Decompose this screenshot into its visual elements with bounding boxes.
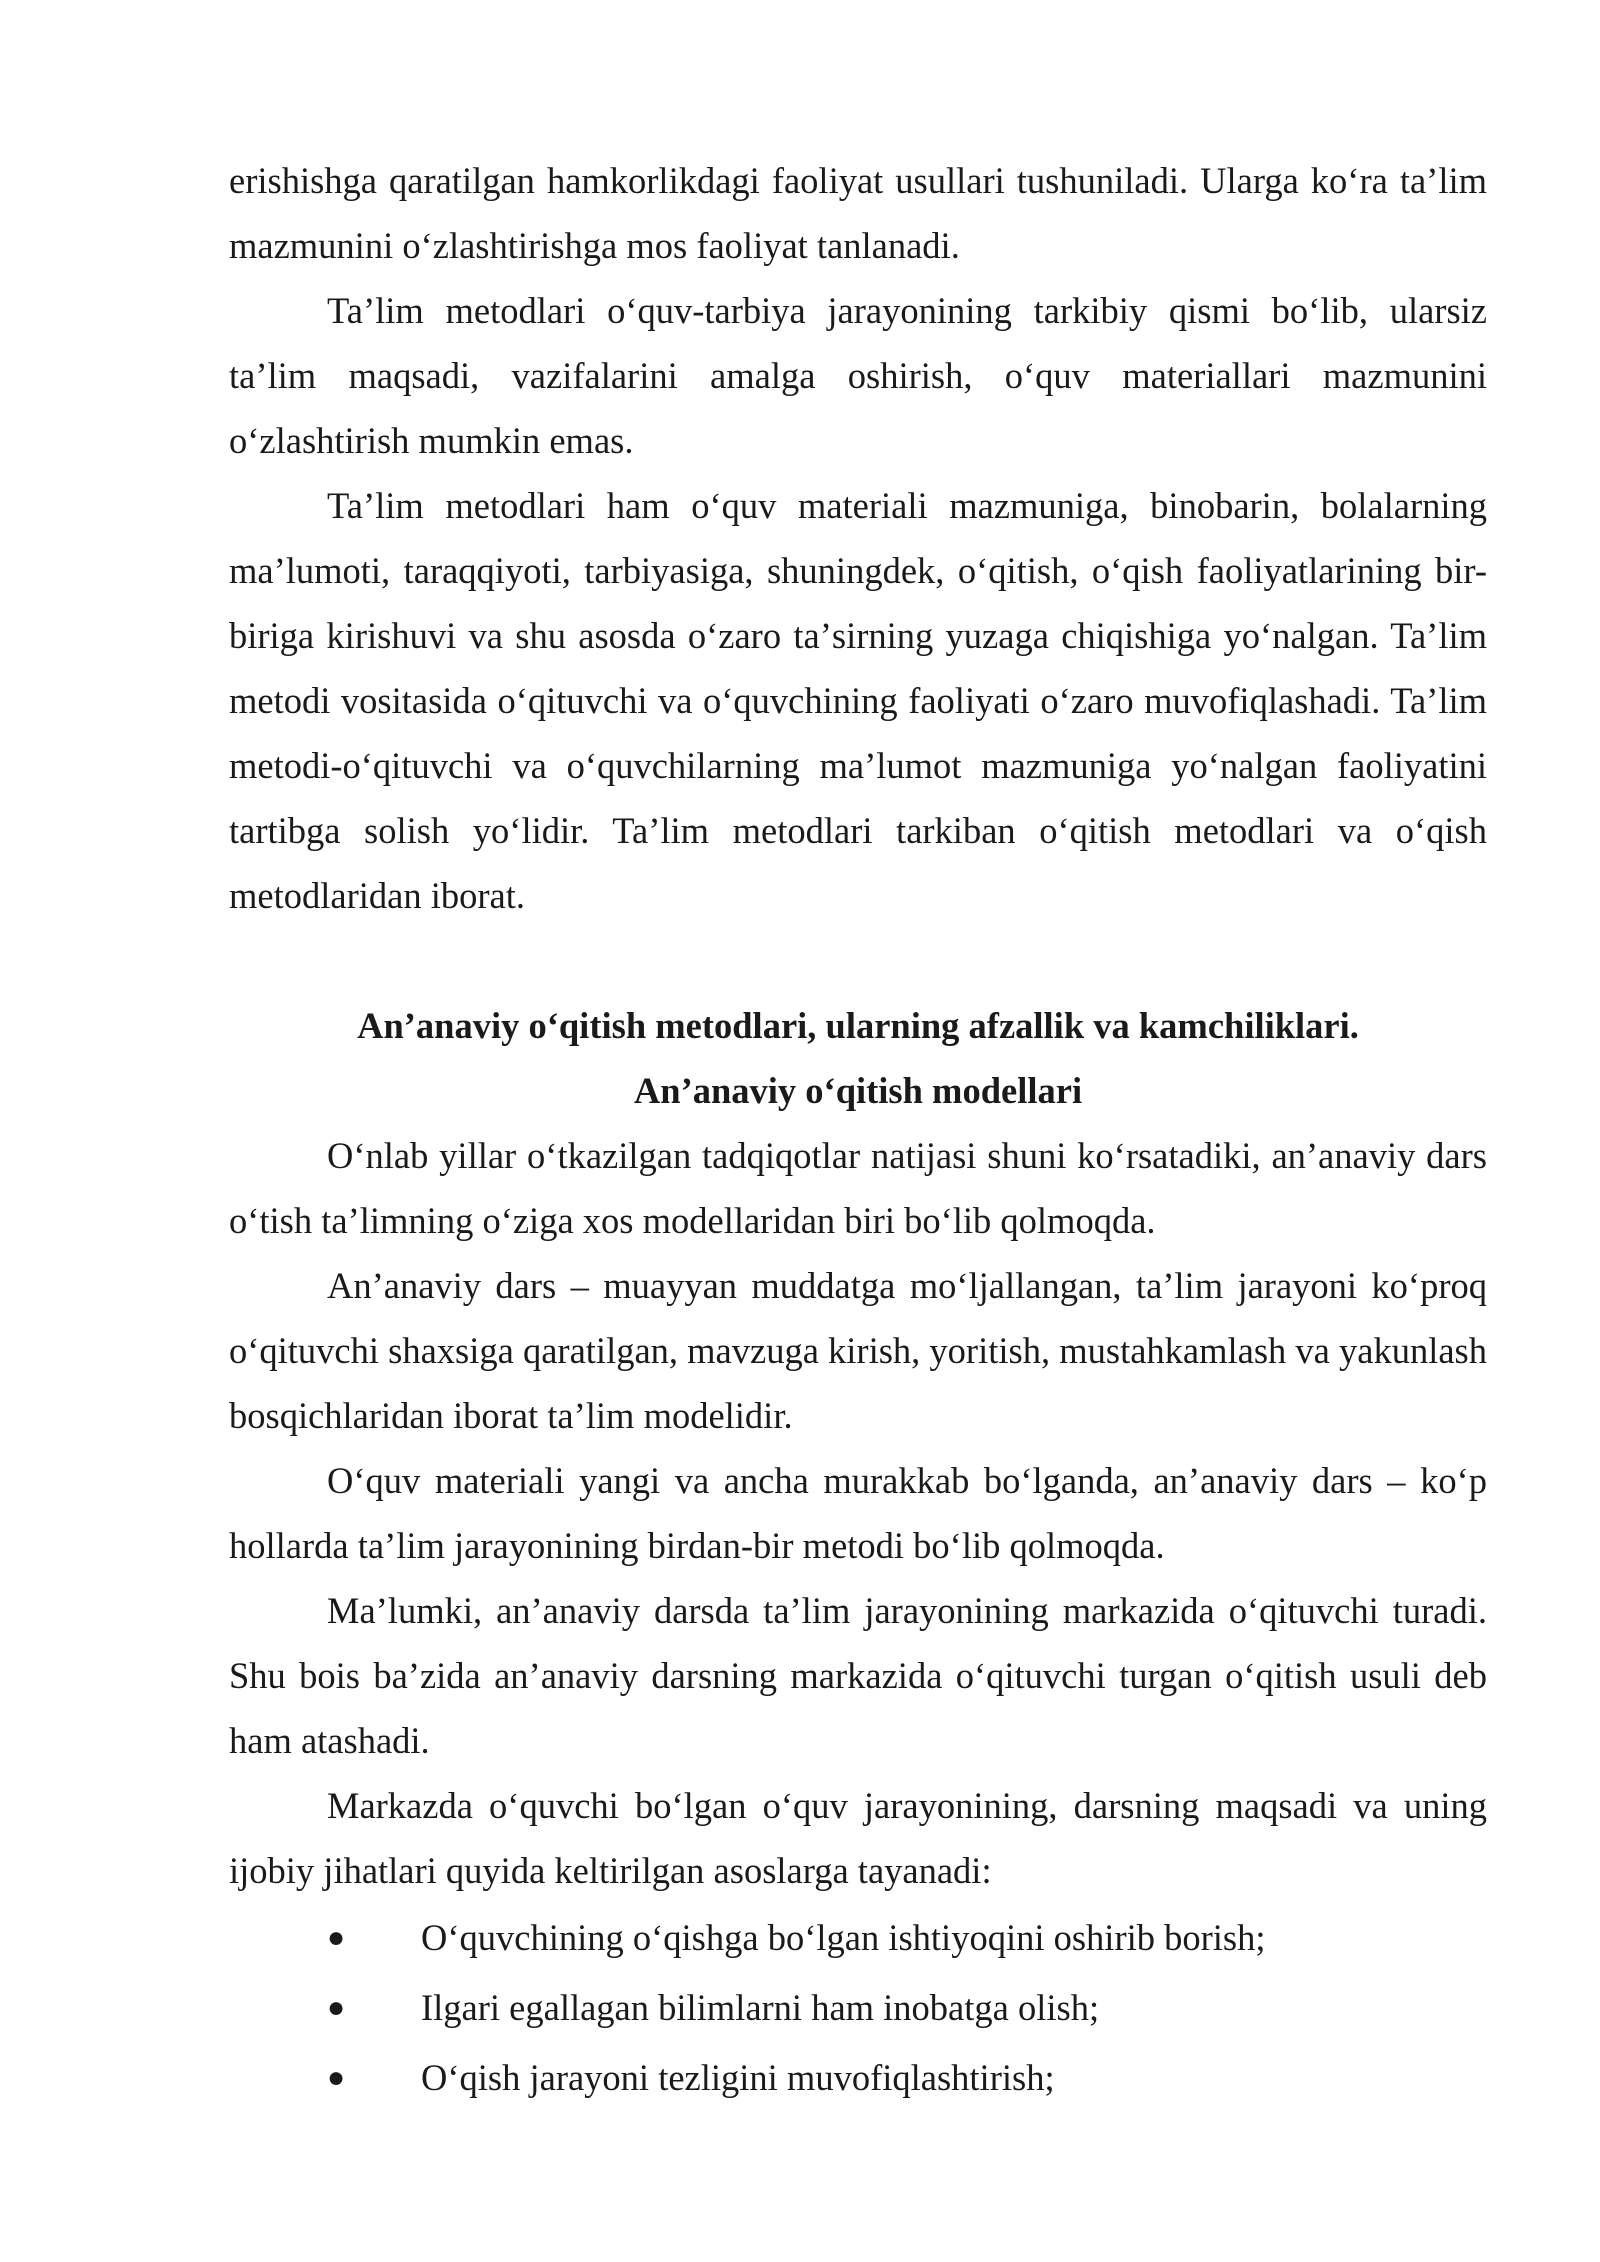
list-item-text: Oʻqish jarayoni tezligini muvofiqlashtirish;: [421, 2057, 1055, 2098]
paragraph-1: erishishga qaratilgan hamkorlikdagi faoliyat usullari tushuniladi. Ularga koʻra taʼlim mazmunini oʻzlashtirishga mos faoliyat tanlanadi.: [229, 160, 1487, 266]
section-heading-line-2: Anʼanaviy oʻqitish modellari: [633, 1070, 1083, 1111]
bullet-icon: ●: [327, 1921, 346, 1954]
blank-line: [229, 928, 1487, 993]
paragraph-6: Oʻquv materiali yangi va ancha murakkab boʻlganda, anʼanaviy dars – koʻp hollarda taʼlim jarayonining birdan-bir metodi boʻlib qolmoqda.: [229, 1460, 1487, 1566]
bullet-icon: ●: [327, 2061, 346, 2094]
section-heading-line-1: Anʼanaviy oʻqitish metodlari, ularning afzallik va kamchiliklari.: [357, 1005, 1359, 1046]
paragraph-5: Anʼanaviy dars – muayyan muddatga moʻljallangan, taʼlim jarayoni koʻproq oʻqituvchi shaxsiga qaratilgan, mavzuga kirish, yoritish, mustahkamlash va yakunlash bosqichlaridan iborat taʼlim modelidir.: [229, 1265, 1487, 1436]
page-content: [229, 148, 1487, 2113]
list-item: [229, 1973, 1487, 2043]
paragraph-4: Oʻnlab yillar oʻtkazilgan tadqiqotlar natijasi shuni koʻrsatadiki, anʼanaviy dars oʻtish taʼlimning oʻziga xos modellaridan biri boʻlib qolmoqda.: [229, 1135, 1487, 1241]
paragraph-3: Taʼlim metodlari ham oʻquv materiali mazmuniga, binobarin, bolalarning maʼlumoti, taraqqiyoti, tarbiyasiga, shuningdek, oʻqitish, oʻqish faoliyatlarining bir-biriga kirishuvi va shu asosda oʻzaro taʼsirning yuzaga chiqishiga yoʻnalgan. Taʼlim metodi vositasida oʻqituvchi va oʻquvchining faoliyati oʻzaro muvofiqlashadi. Taʼlim metodi-oʻqituvchi va oʻquvchilarning maʼlumot mazmuniga yoʻnalgan faoliyatini tartibga solish yoʻlidir. Taʼlim metodlari tarkiban oʻqitish metodlari va oʻqish metodlaridan iborat.: [229, 485, 1487, 916]
paragraph-2: Taʼlim metodlari oʻquv-tarbiya jarayonining tarkibiy qismi boʻlib, ularsiz taʼlim maqsadi, vazifalarini amalga oshirish, oʻquv materiallari mazmunini oʻzlashtirish mumkin emas.: [229, 290, 1487, 461]
list-item: [229, 1903, 1487, 1973]
paragraph-8: Markazda oʻquvchi boʻlgan oʻquv jarayonining, darsning maqsadi va uning ijobiy jihatlari quyida keltirilgan asoslarga tayanadi:: [229, 1785, 1487, 1891]
list-item-text: Ilgari egallagan bilimlarni ham inobatga olish;: [421, 1987, 1100, 2028]
bullet-list: [229, 1903, 1487, 2113]
list-item: [229, 2043, 1487, 2113]
paragraph-7: Maʼlumki, anʼanaviy darsda taʼlim jarayonining markazida oʻqituvchi turadi. Shu bois baʼzida anʼanaviy darsning markazida oʻqituvchi turgan oʻqitish usuli deb ham atashadi.: [229, 1590, 1487, 1761]
list-item-text: Oʻquvchining oʻqishga boʻlgan ishtiyoqini oshirib borish;: [421, 1917, 1266, 1958]
bullet-icon: ●: [327, 1991, 346, 2024]
